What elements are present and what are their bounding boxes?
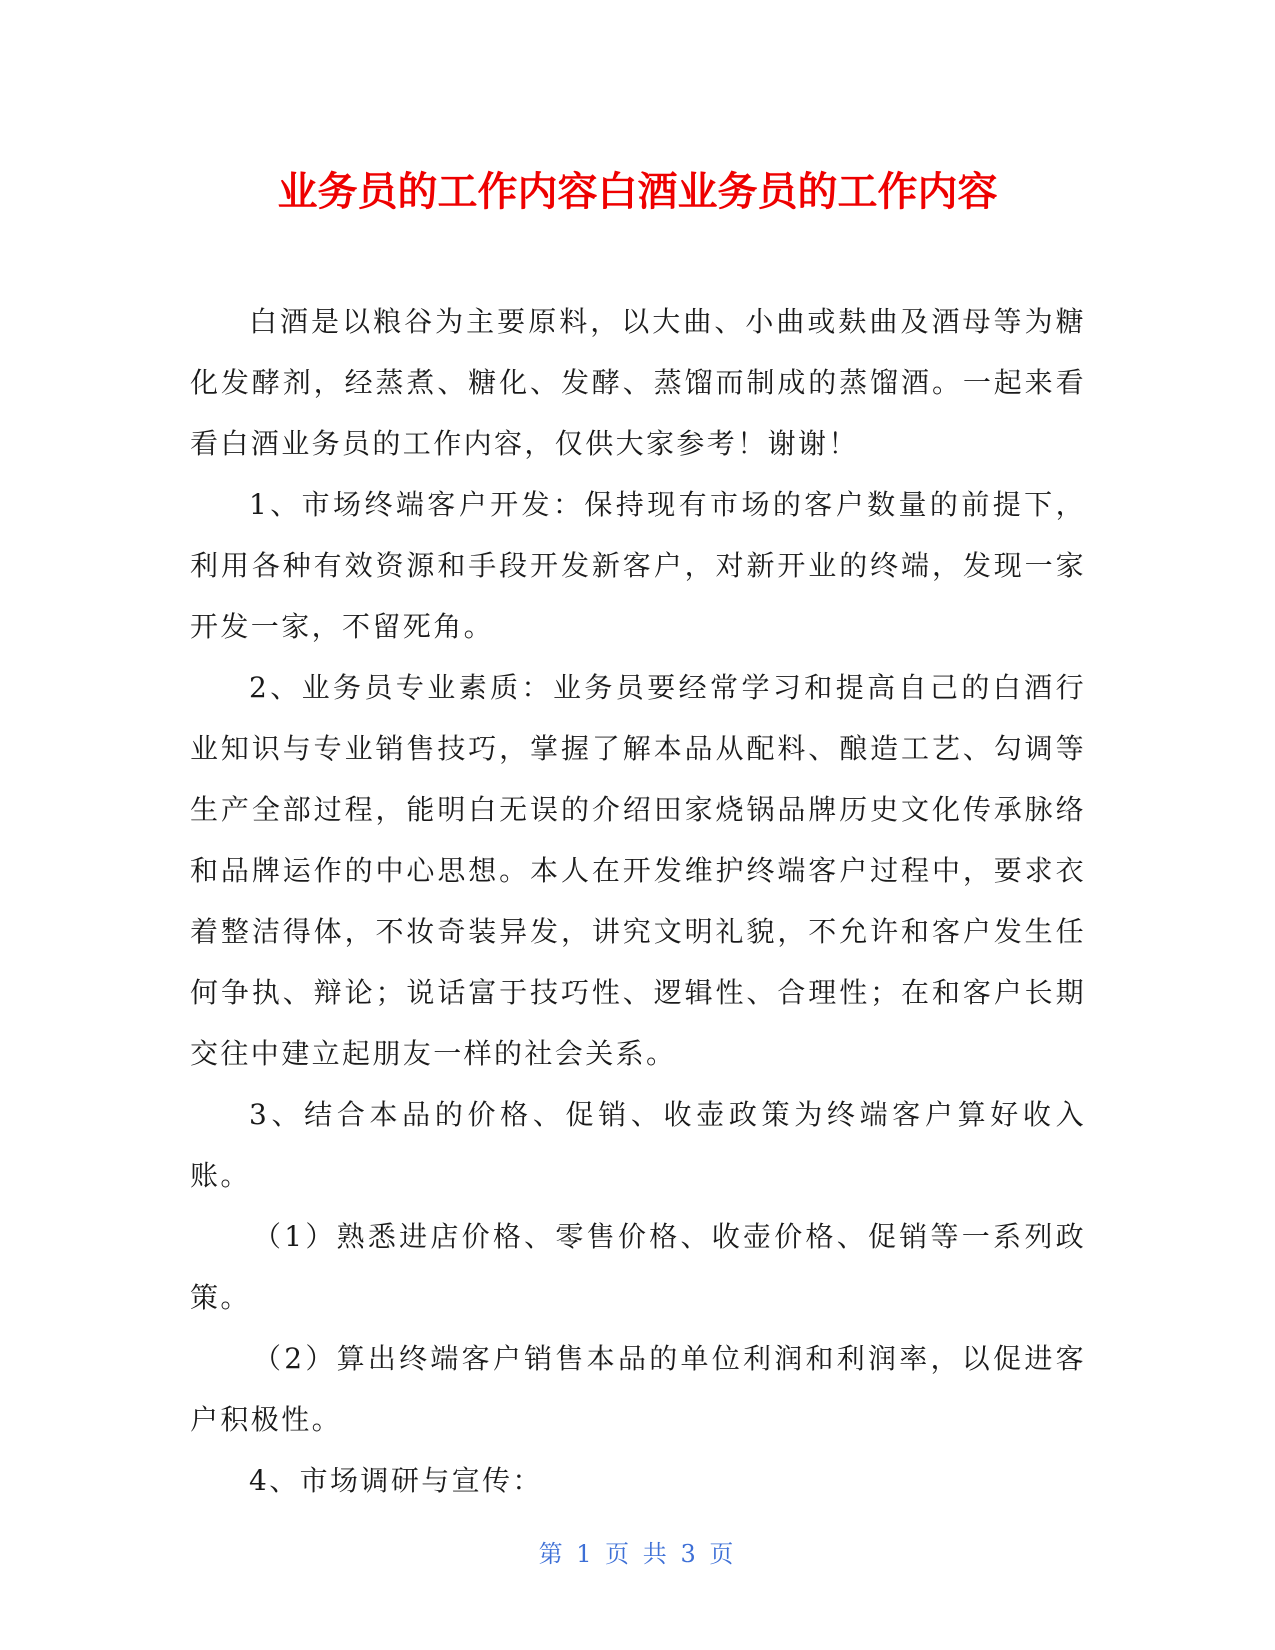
paragraph-item-3-1: （1）熟悉进店价格、零售价格、收壶价格、促销等一系列政策。	[190, 1220, 1086, 1314]
document-title: 业务员的工作内容白酒业务员的工作内容	[277, 169, 998, 215]
paragraph-item-4: 4、市场调研与宣传：	[249, 1464, 543, 1497]
paragraph-item-2: 2、业务员专业素质：业务员要经常学习和提高自己的白酒行业知识与专业销售技巧，掌握了解本品从配料、酿造工艺、勾调等生产全部过程，能明白无误的介绍田家烧锅品牌历史文化传承脉络和品牌运作的中心思想。本人在开发维护终端客户过程中，要求衣着整洁得体，不妆奇装异发，讲究文明礼貌，不允许和客户发生任何争执、辩论；说话富于技巧性、逻辑性、合理性；在和客户长期交往中建立起朋友一样的社会关系。	[190, 671, 1086, 1070]
paragraph-item-1: 1、市场终端客户开发：保持现有市场的客户数量的前提下，利用各种有效资源和手段开发新客户，对新开业的终端，发现一家开发一家，不留死角。	[190, 488, 1086, 643]
paragraph-intro: 白酒是以粮谷为主要原料，以大曲、小曲或麸曲及酒母等为糖化发酵剂，经蒸煮、糖化、发酵、蒸馏而制成的蒸馏酒。一起来看看白酒业务员的工作内容，仅供大家参考！谢谢！	[190, 305, 1086, 460]
paragraph-item-3-2: （2）算出终端客户销售本品的单位利润和利润率，以促进客户积极性。	[190, 1342, 1086, 1436]
page-number-footer: 第 1 页 共 3 页	[538, 1540, 737, 1568]
document-body	[190, 291, 1086, 1511]
paragraph-item-3: 3、结合本品的价格、促销、收壶政策为终端客户算好收入账。	[190, 1098, 1086, 1192]
